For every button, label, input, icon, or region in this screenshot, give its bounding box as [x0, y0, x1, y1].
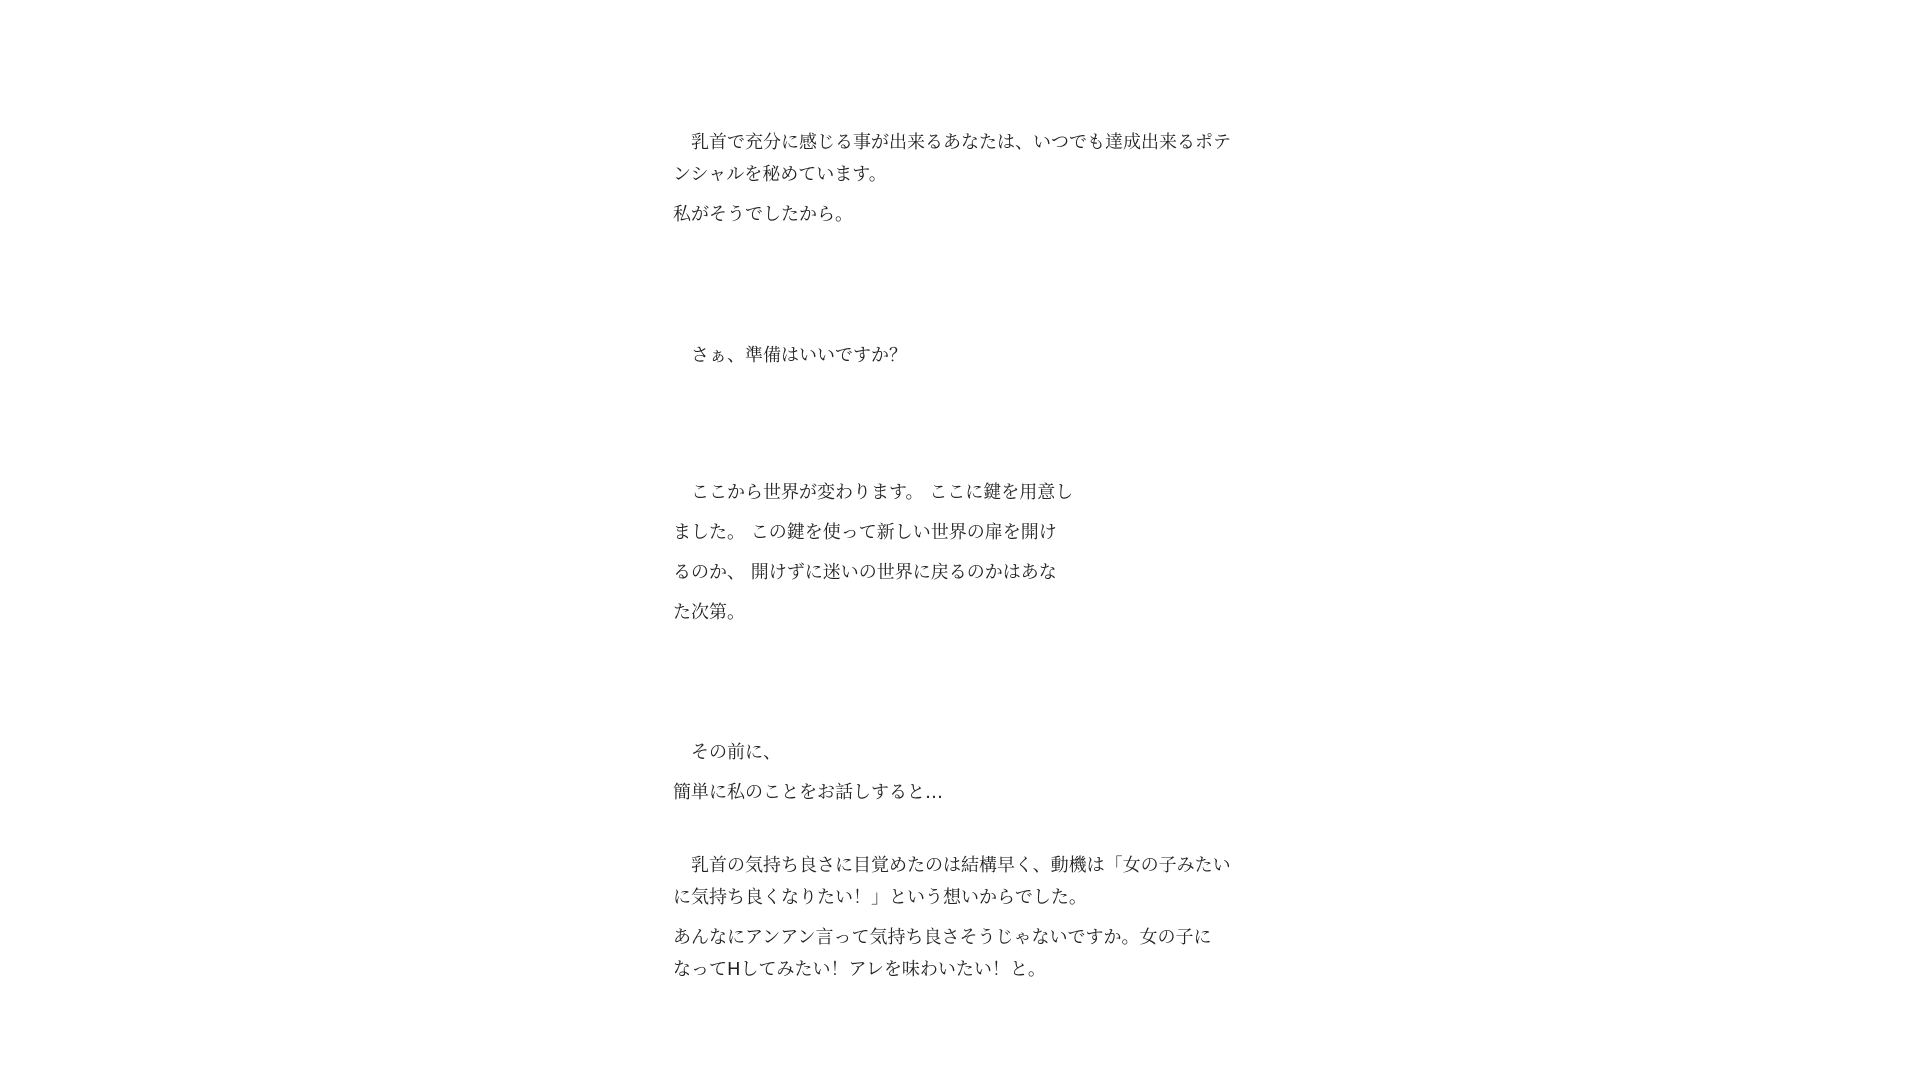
- text-line: なってHしてみたい！アレを味わいたい！と。: [673, 959, 1046, 980]
- paragraph-block-3: [673, 477, 1273, 629]
- paragraph-block-2: [673, 340, 1273, 372]
- text-line: た次第。: [673, 602, 745, 623]
- text-line: るのか、 開けずに迷いの世界に戻るのかはあな: [673, 562, 1057, 583]
- text-line: ンシャルを秘めています。: [673, 164, 887, 185]
- text-line: ここから世界が変わります。 ここに鍵を用意し: [673, 482, 1074, 503]
- paragraph-block-4: [673, 737, 1273, 809]
- text-line: 私がそうでしたから。: [673, 204, 853, 225]
- paragraph-block-5: [673, 850, 1273, 986]
- text-line: ました。 この鍵を使って新しい世界の扉を開け: [673, 522, 1057, 543]
- text-line: その前に、: [673, 742, 781, 763]
- paragraph-block-1: [673, 127, 1273, 231]
- text-line: に気持ち良くなりたい！」という想いからでした。: [673, 887, 1087, 908]
- text-line: 簡単に私のことをお話しすると…: [673, 782, 943, 803]
- text-line: 乳首の気持ち良さに目覚めたのは結構早く、動機は「女の子みたい: [673, 855, 1231, 876]
- text-line: 乳首で充分に感じる事が出来るあなたは、いつでも達成出来るポテ: [673, 132, 1231, 153]
- text-line: さぁ、準備はいいですか？: [673, 345, 907, 366]
- text-line: あんなにアンアン言って気持ち良さそうじゃないですか。女の子に: [673, 927, 1212, 948]
